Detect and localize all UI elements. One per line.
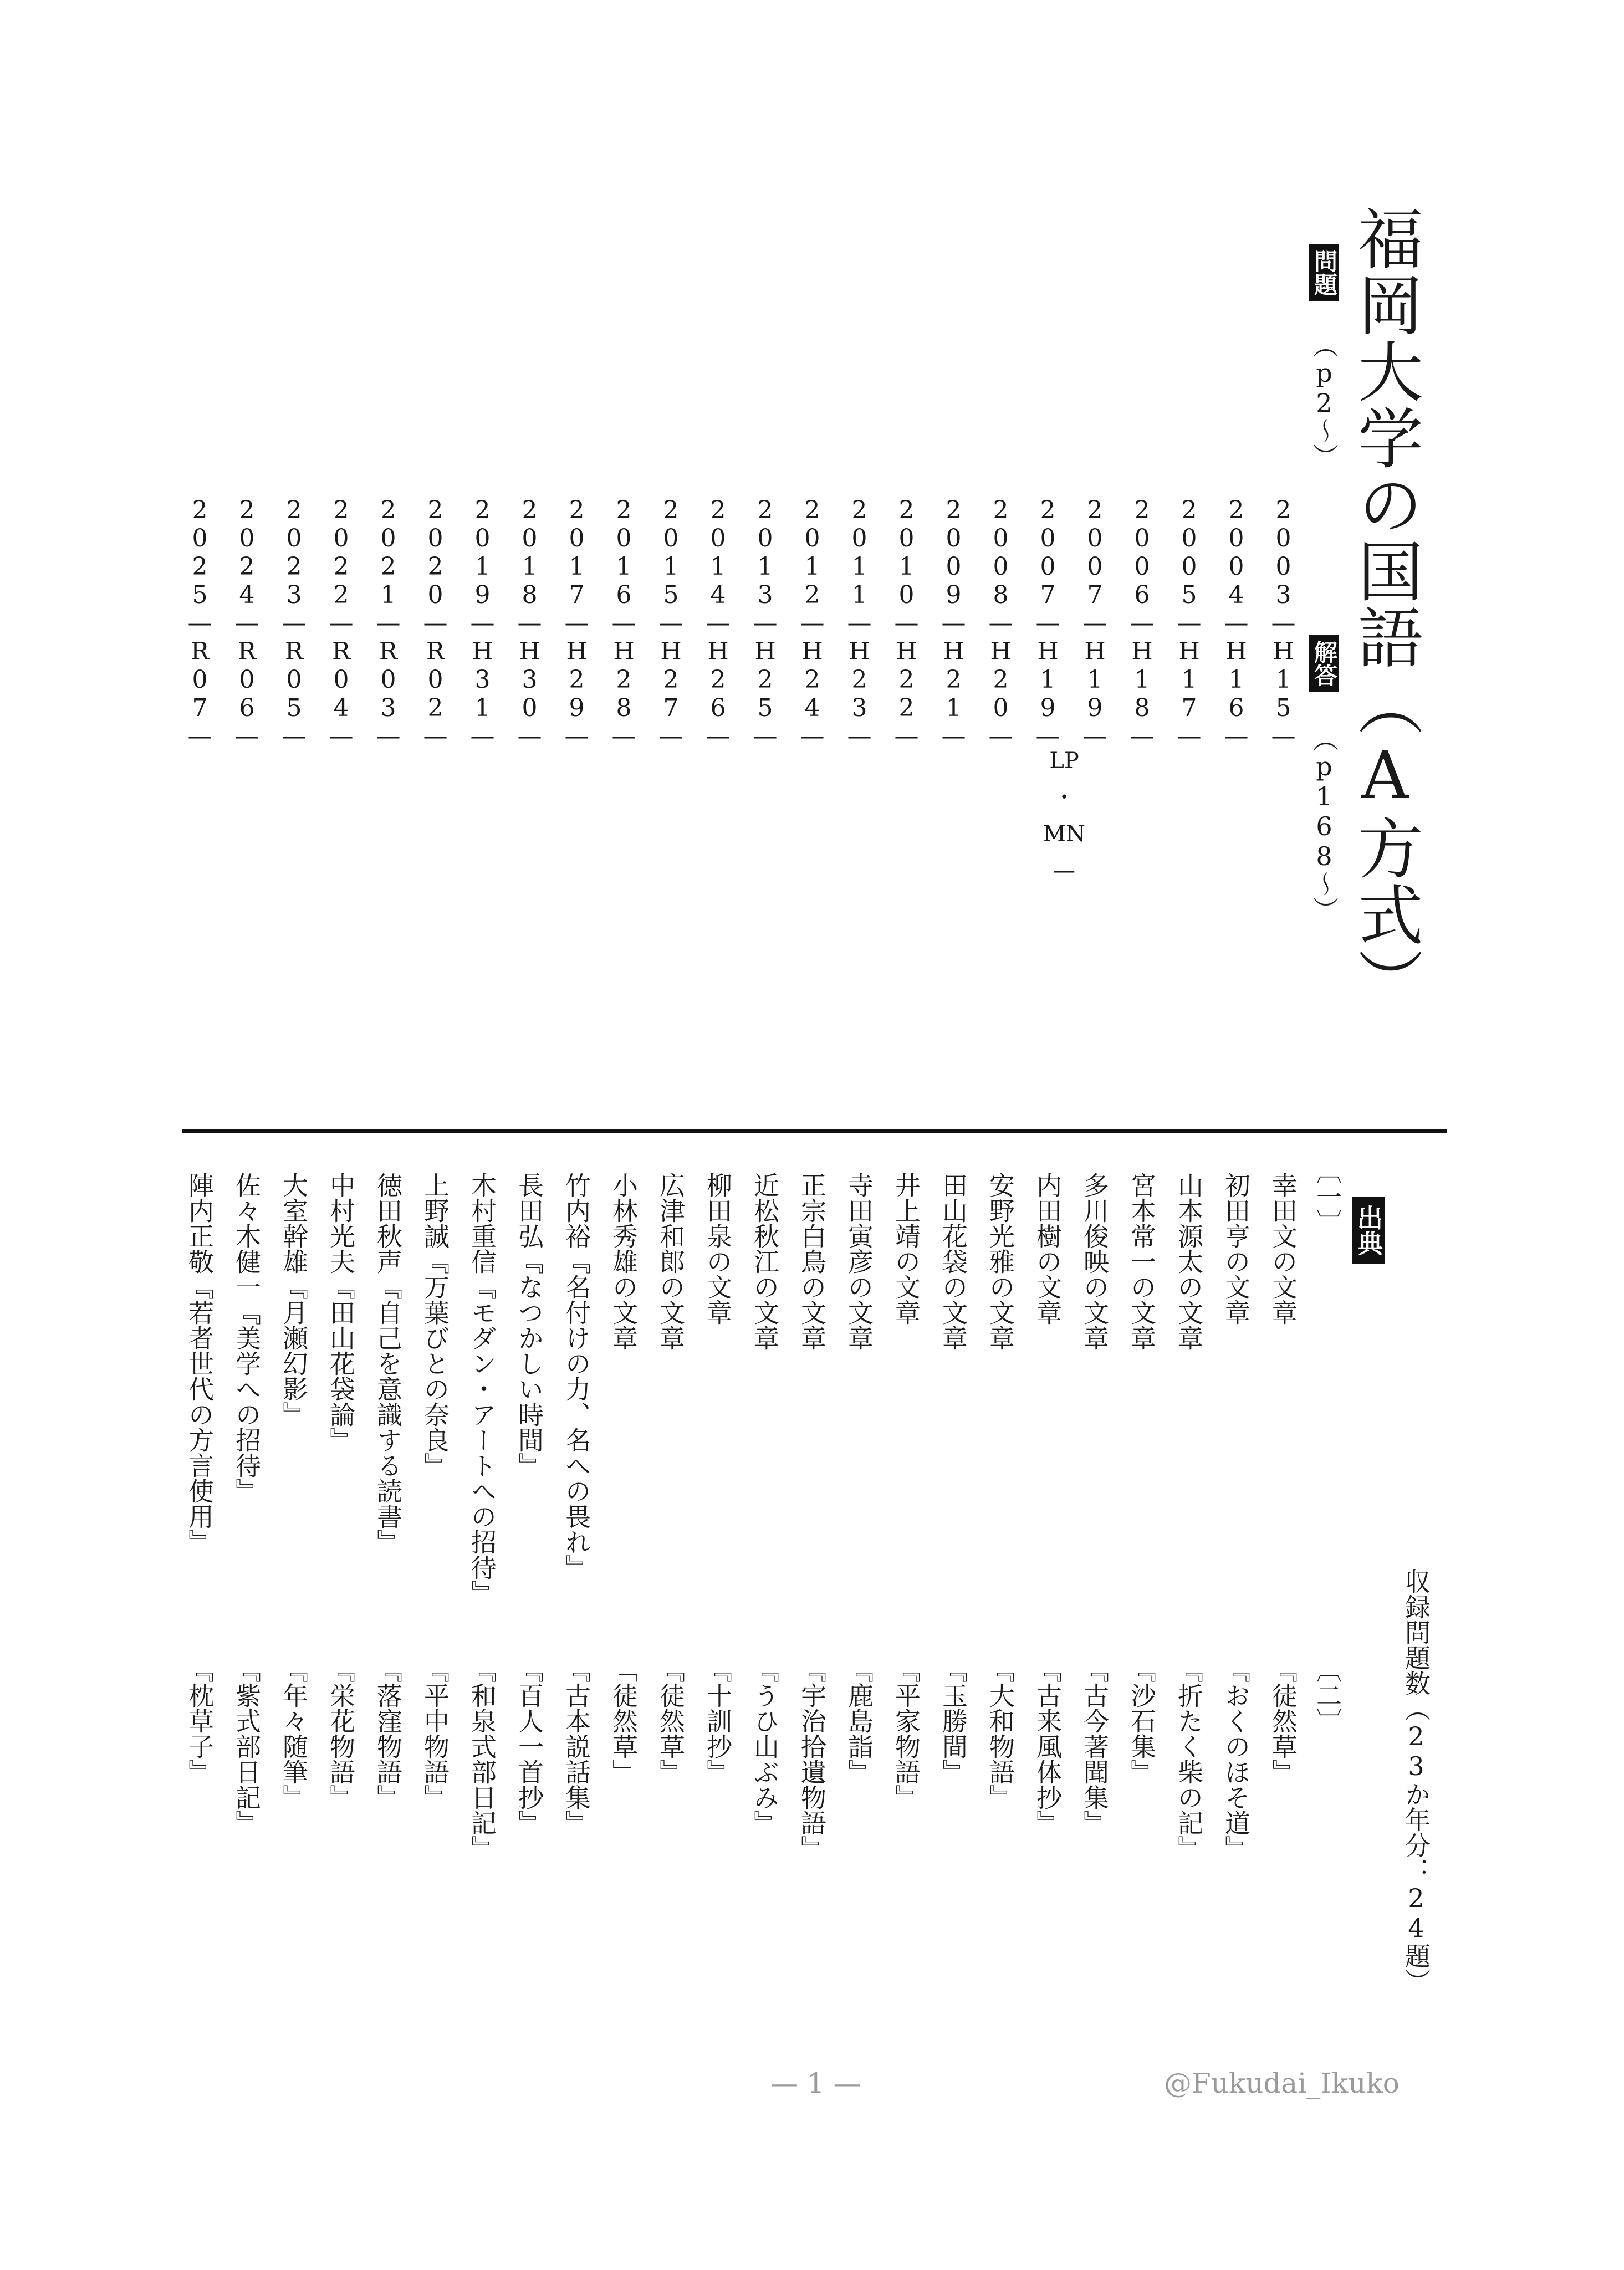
source-classical: 『年々随筆』	[279, 1657, 309, 1810]
record-count: 収録問題数（23か年分：24題）	[1401, 1568, 1431, 1994]
year-entry: 2019—H31—	[468, 496, 497, 750]
year-entry: 2018—H30—	[515, 496, 544, 750]
source-modern: 広津和郎の文章	[656, 1172, 686, 1351]
year-entry: 2012—H24—	[798, 496, 826, 750]
answers-page-range: （p168～）	[1309, 726, 1339, 922]
source-classical: 『宇治拾遺物語』	[797, 1657, 827, 1861]
source-modern: 寺田寅彦の文章	[844, 1172, 874, 1351]
year-entry: 2014—H26—	[704, 496, 732, 750]
source-classical: 『徒然草』	[656, 1657, 686, 1785]
year-entry: 2023—R05—	[280, 496, 308, 750]
year-entry: 2004—H16—	[1222, 496, 1250, 750]
source-modern: 徳田秋声『自己を意識する読書』	[373, 1172, 403, 1555]
page-number: — 1 —	[770, 2067, 861, 2099]
source-modern: 内田樹の文章	[1033, 1172, 1063, 1325]
source-modern: 多川俊映の文章	[1080, 1172, 1110, 1351]
source-modern: 佐々木健一『美学への招待』	[232, 1172, 262, 1504]
answers-badge: 解答	[1309, 635, 1339, 692]
section-2-label: 〔二〕	[1313, 1657, 1342, 1734]
source-modern: 井上靖の文章	[891, 1172, 921, 1325]
year-entry: 2010—H22—	[892, 496, 921, 750]
source-classical: 『古来風体抄』	[1033, 1657, 1063, 1836]
year-entry: 2021—R03—	[374, 496, 402, 750]
source-classical: 『大和物語』	[985, 1657, 1015, 1810]
source-classical: 『紫式部日記』	[232, 1657, 262, 1836]
source-modern: 柳田泉の文章	[703, 1172, 733, 1325]
source-classical: 『百人一首抄』	[514, 1657, 544, 1836]
year-entry: 2003—H15—	[1269, 496, 1298, 750]
year-entry: 2013—H25—	[751, 496, 779, 750]
source-classical: 『落窪物語』	[373, 1657, 403, 1810]
source-classical: 『古今著聞集』	[1080, 1657, 1110, 1836]
source-modern: 中村光夫『田山花袋論』	[326, 1172, 356, 1453]
year-entry: 2022—R04—	[327, 496, 355, 750]
year-entry: 2007—H19—	[1034, 496, 1062, 750]
source-classical: 『和泉式部日記』	[467, 1657, 497, 1861]
source-modern: 幸田文の文章	[1268, 1172, 1298, 1325]
source-classical: 『鹿島詣』	[844, 1657, 874, 1785]
source-classical: 『玉勝間』	[938, 1657, 968, 1785]
source-classical: 『平家物語』	[891, 1657, 921, 1810]
source-classical: 『栄花物語』	[326, 1657, 356, 1810]
source-modern: 初田亨の文章	[1221, 1172, 1251, 1325]
source-classical: 『折たく柴の記』	[1174, 1657, 1204, 1861]
year-entry: 2006—H18—	[1128, 496, 1156, 750]
source-modern: 大室幹雄『月瀬幻影』	[279, 1172, 309, 1427]
year-entry: 2009—H21—	[939, 496, 968, 750]
source-modern: 安野光雅の文章	[985, 1172, 1015, 1351]
source-modern: 山本源太の文章	[1174, 1172, 1204, 1351]
source-classical: 「徒然草」	[609, 1657, 639, 1785]
sources-badge: 出典	[1352, 1197, 1385, 1264]
year-entry: 2025—R07—	[186, 496, 214, 750]
source-modern: 上野誠『万葉びとの奈良』	[420, 1172, 450, 1478]
source-classical: 『おくのほそ道』	[1221, 1657, 1251, 1861]
source-modern: 長田弘『なつかしい時間』	[514, 1172, 544, 1478]
year-entry: 2015—H27—	[657, 496, 685, 750]
source-classical: 『枕草子』	[185, 1657, 215, 1785]
year-entry: 2016—H28—	[610, 496, 638, 750]
problems-page-range: （p2～）	[1309, 333, 1339, 469]
source-modern: 陣内正敬『若者世代の方言使用』	[185, 1172, 215, 1555]
source-modern: 木村重信『モダン・アートへの招待』	[467, 1172, 497, 1606]
source-classical: 『古本説話集』	[561, 1657, 591, 1836]
problems-badge: 問題	[1309, 244, 1339, 301]
year-entry: 2005—H17—	[1175, 496, 1203, 750]
source-modern: 小林秀雄の文章	[609, 1172, 639, 1351]
section-1-label: 〔一〕	[1313, 1158, 1342, 1235]
lp-mn-note: LP ・ MN —	[1043, 748, 1085, 883]
source-classical: 『平中物語』	[420, 1657, 450, 1810]
year-entry: 2008—H20—	[987, 496, 1015, 750]
source-modern: 正宗白鳥の文章	[797, 1172, 827, 1351]
source-classical: 『沙石集』	[1127, 1657, 1157, 1785]
year-entry: 2011—H23—	[845, 496, 874, 750]
source-modern: 田山花袋の文章	[938, 1172, 968, 1351]
source-modern: 竹内裕『名付けの力、名への畏れ』	[561, 1172, 591, 1580]
divider-line	[182, 1129, 1447, 1133]
year-entry: 2017—H29—	[563, 496, 591, 750]
year-entry: 2024—R06—	[233, 496, 261, 750]
year-entry: 2007—H19—	[1081, 496, 1109, 750]
source-classical: 『うひ山ぶみ』	[750, 1657, 780, 1836]
source-modern: 宮本常一の文章	[1127, 1172, 1157, 1351]
source-classical: 『徒然草』	[1268, 1657, 1298, 1785]
page-title: 福岡大学の国語（A方式）	[1347, 205, 1423, 1014]
source-classical: 『十訓抄』	[703, 1657, 733, 1785]
author-credit: @Fukudai_Ikuko	[1164, 2067, 1400, 2099]
source-modern: 近松秋江の文章	[750, 1172, 780, 1351]
year-entry: 2020—R02—	[421, 496, 450, 750]
